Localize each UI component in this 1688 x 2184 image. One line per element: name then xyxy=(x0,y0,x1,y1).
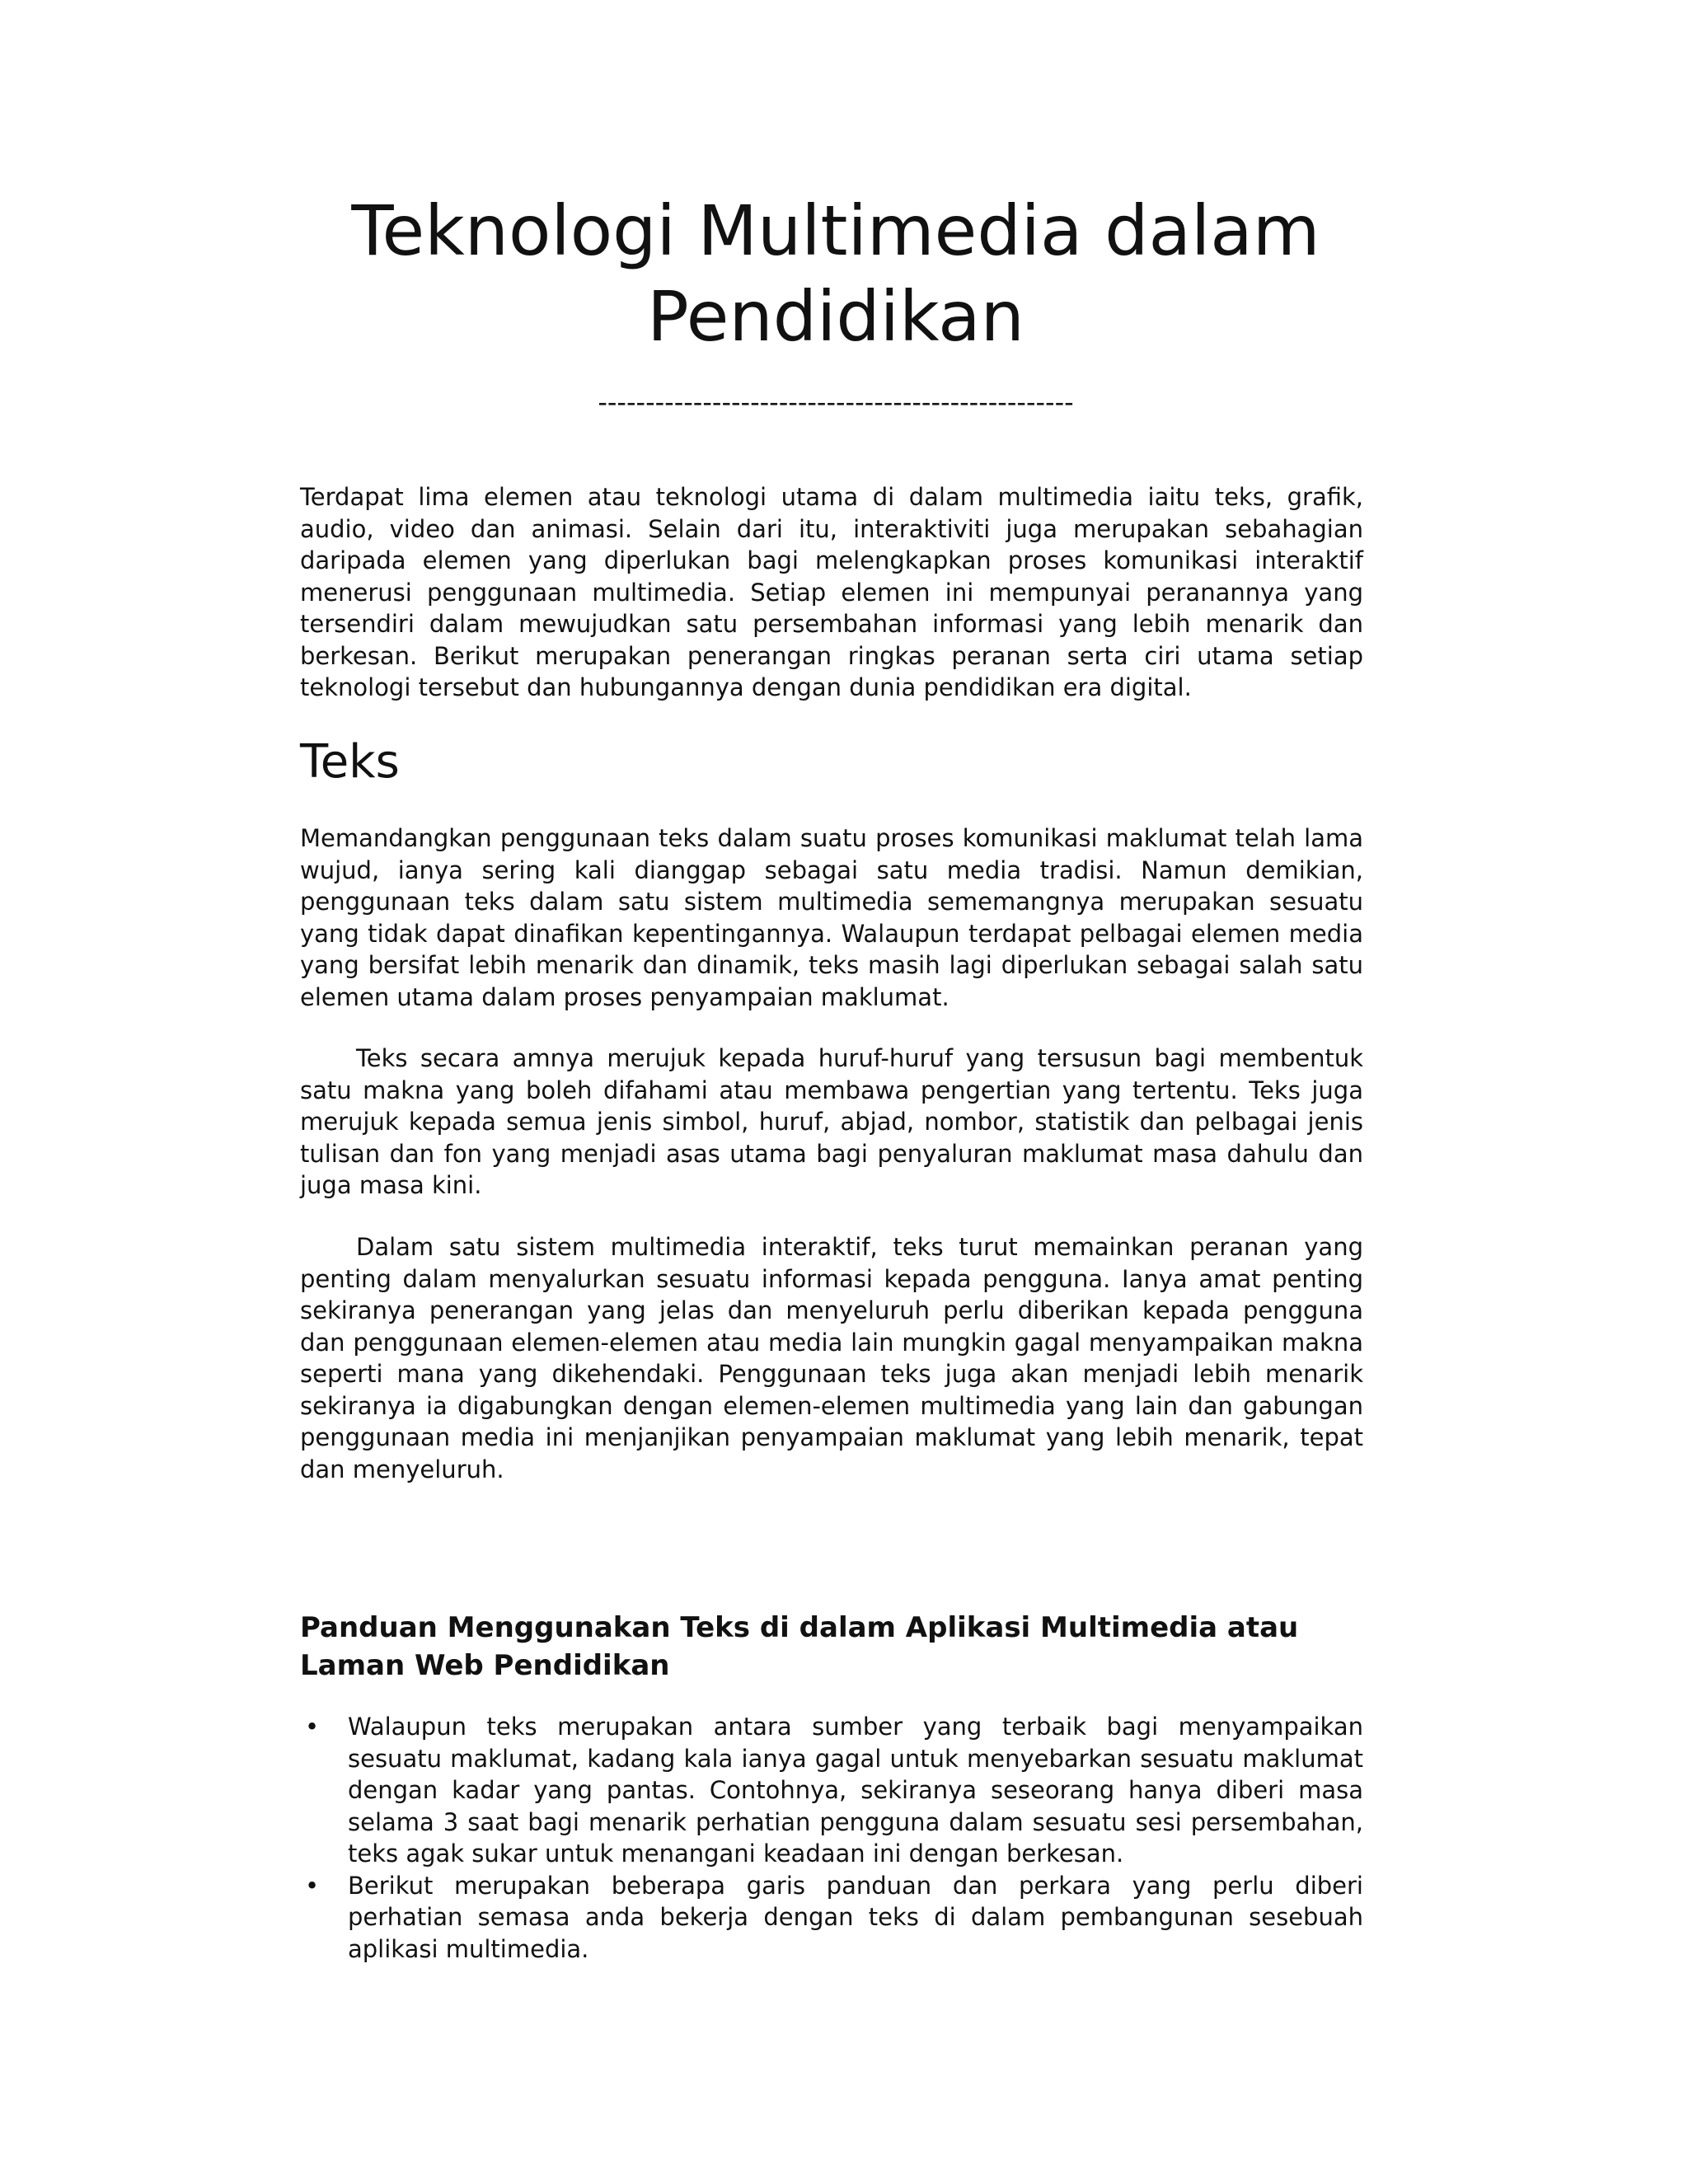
guideline-list xyxy=(300,1711,1363,1965)
teks-paragraph-3: Dalam satu sistem multimedia interaktif, teks turut memainkan peranan yang penting dalam menyalurkan sesuatu informasi kepada pengguna. Ianya amat penting sekiranya penerangan yang jelas dan menyeluruh perlu diberikan kepada pengguna dan penggunaan elemen-elemen atau media lain mungkin gagal menyampaikan makna seperti mana yang dikehendaki. Penggunaan teks juga akan menjadi lebih menarik sekiranya ia digabungkan dengan elemen-elemen multimedia yang lain dan gabungan penggunaan media ini menjanjikan penyampaian maklumat yang lebih menarik, tepat dan menyeluruh. xyxy=(300,1233,1363,1483)
page-title-line-2: Pendidikan xyxy=(647,276,1025,357)
bullet-icon: • xyxy=(305,1871,320,1900)
section-heading-teks: Teks xyxy=(300,735,400,789)
list-item-text: Berikut merupakan beberapa garis panduan dan perkara yang perlu diberi perhatian semasa anda bekerja dengan teks di dalam pembangunan sesebuah aplikasi multimedia. xyxy=(348,1871,1363,1963)
subsection-heading xyxy=(300,1609,1363,1685)
bullet-icon: • xyxy=(305,1713,320,1741)
page-title xyxy=(300,188,1372,359)
list-item xyxy=(300,1711,1363,1870)
intro-paragraph: Terdapat lima elemen atau teknologi utama di dalam multimedia iaitu teks, grafik, audio, video dan animasi. Selain dari itu, interaktiviti juga merupakan sebahagian daripada elemen yang diperlukan bagi melengkapkan proses komunikasi interaktif menerusi penggunaan multimedia. Setiap elemen ini mempunyai peranannya yang tersendiri dalam mewujudkan satu persembahan informasi yang lebih menarik dan berkesan. Berikut merupakan penerangan ringkas peranan serta ciri utama setiap teknologi tersebut dan hubungannya dengan dunia pendidikan era digital. xyxy=(300,483,1363,701)
teks-paragraph-1: Memandangkan penggunaan teks dalam suatu proses komunikasi maklumat telah lama wujud, ianya sering kali dianggap sebagai satu media tradisi. Namun demikian, penggunaan teks dalam satu sistem multimedia sememangnya merupakan sesuatu yang tidak dapat dinafikan kepentingannya. Walaupun terdapat pelbagai elemen media yang bersifat lebih menarik dan dinamik, teks masih lagi diperlukan sebagai salah satu elemen utama dalam proses penyampaian maklumat. xyxy=(300,824,1363,1011)
title-divider: -------------------------------------------------- xyxy=(598,387,1074,418)
page-title-line-1: Teknologi Multimedia dalam xyxy=(351,190,1320,271)
list-item xyxy=(300,1870,1363,1966)
teks-paragraph-2: Teks secara amnya merujuk kepada huruf-huruf yang tersusun bagi membentuk satu makna yang boleh difahami atau membawa pengertian yang tertentu. Teks juga merujuk kepada semua jenis simbol, huruf, abjad, nombor, statistik dan pelbagai jenis tulisan dan fon yang menjadi asas utama bagi penyaluran maklumat masa dahulu dan juga masa kini. xyxy=(300,1044,1363,1199)
list-item-text: Walaupun teks merupakan antara sumber yang terbaik bagi menyampaikan sesuatu maklumat, kadang kala ianya gagal untuk menyebarkan sesuatu maklumat dengan kadar yang pantas. Contohnya, sekiranya seseorang hanya diberi masa selama 3 saat bagi menarik perhatian pengguna dalam sesuatu sesi persembahan, teks agak sukar untuk menangani keadaan ini dengan berkesan. xyxy=(348,1713,1363,1868)
subsection-heading-line-2: Laman Web Pendidikan xyxy=(300,1649,670,1682)
subsection-heading-line-1: Panduan Menggunakan Teks di dalam Aplikasi Multimedia atau xyxy=(300,1611,1299,1644)
